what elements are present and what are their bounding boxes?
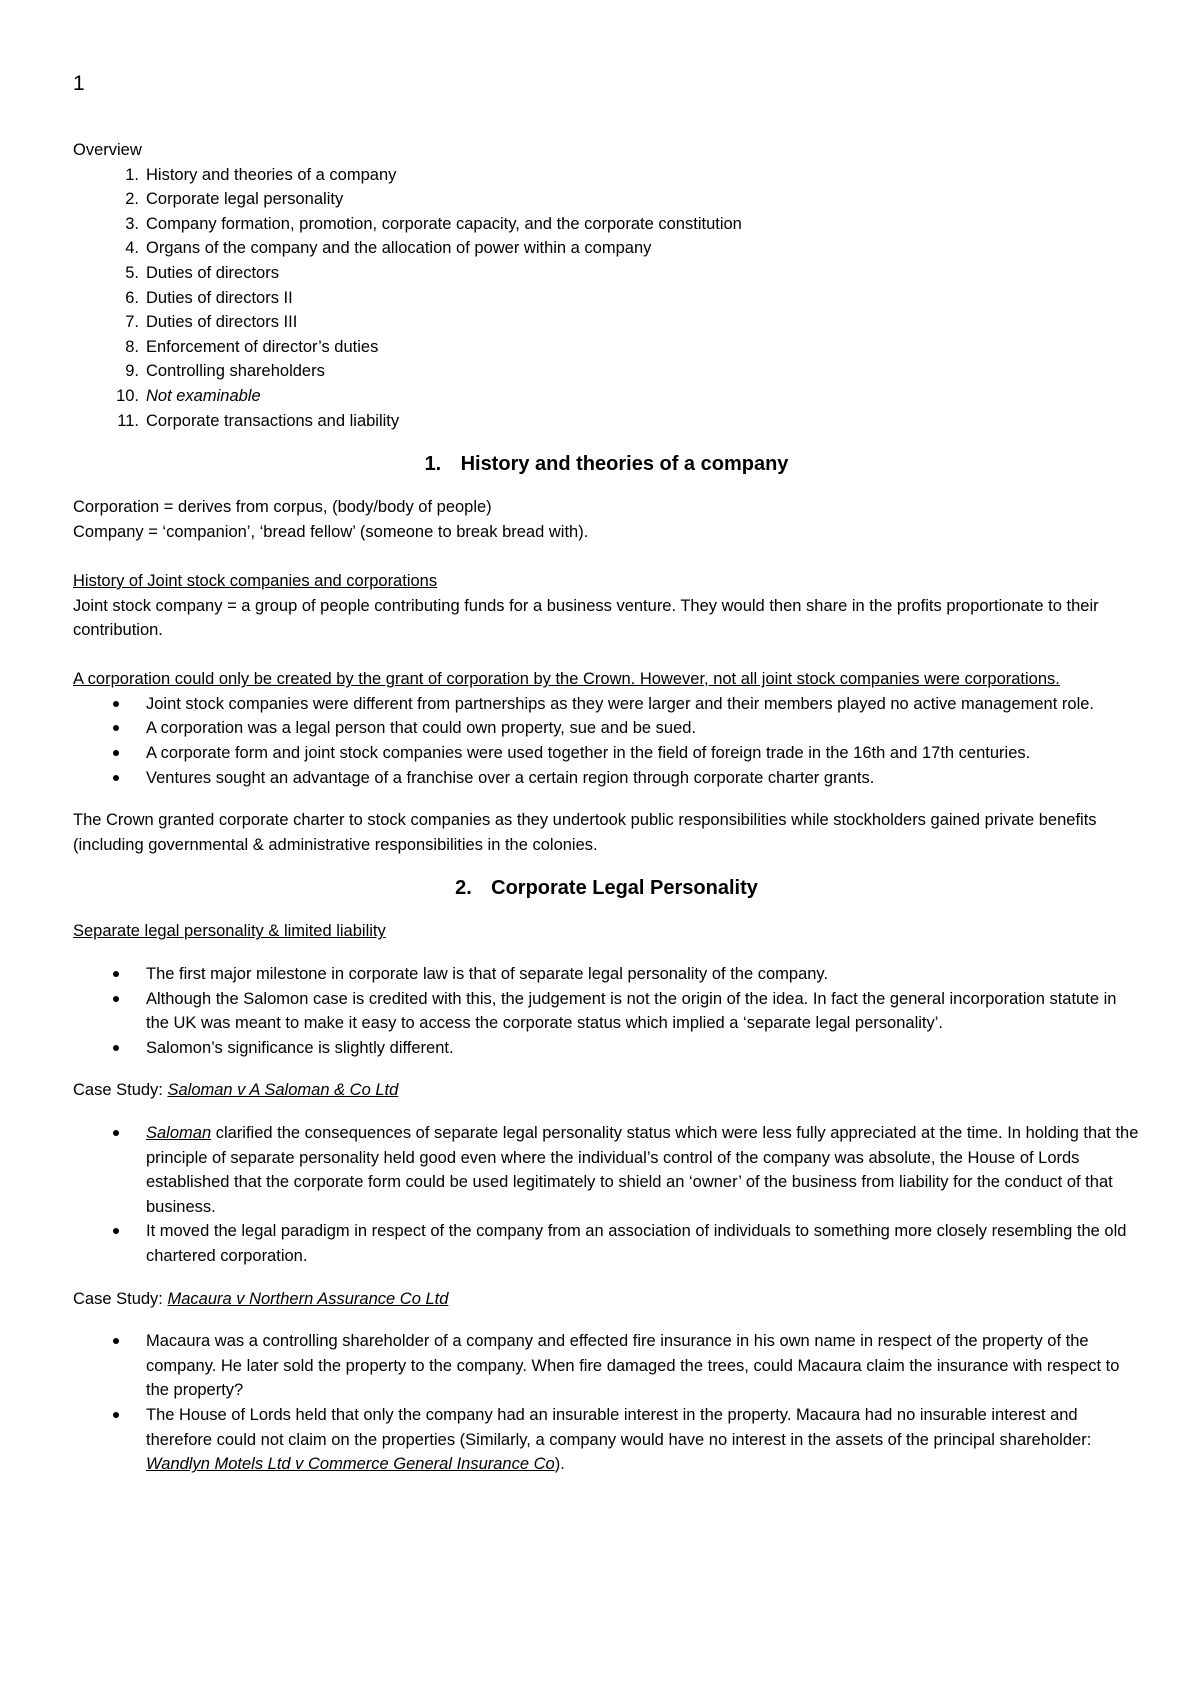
case-study-macaura bbox=[73, 1287, 1140, 1312]
case-name: Macaura v Northern Assurance Co Ltd bbox=[167, 1289, 449, 1308]
overview-item-7 bbox=[73, 310, 1140, 335]
section-number: 1. bbox=[424, 453, 442, 476]
section-1-bullets bbox=[73, 692, 1140, 790]
case-study-label: Case Study: bbox=[73, 1289, 168, 1308]
overview-item-6 bbox=[73, 286, 1140, 311]
overview-item-8 bbox=[73, 335, 1140, 360]
list-number: 9. bbox=[125, 362, 139, 381]
company-definition: Company = ‘companion’, ‘bread fellow’ (someone to break bread with). bbox=[73, 522, 589, 541]
list-item bbox=[73, 1121, 1140, 1219]
overview-item-11 bbox=[73, 409, 1140, 434]
list-item-text: Duties of directors II bbox=[146, 288, 293, 307]
corporation-definition: Corporation = derives from corpus, (body/body of people) bbox=[73, 498, 492, 517]
list-number: 7. bbox=[125, 313, 139, 332]
list-item-text: Corporate transactions and liability bbox=[146, 411, 400, 430]
section-2-bullets bbox=[73, 962, 1140, 1060]
list-number: 10. bbox=[116, 386, 139, 405]
overview-item-5 bbox=[73, 261, 1140, 286]
overview-list bbox=[73, 163, 1140, 434]
list-item: A corporation was a legal person that could own property, sue and be sued. bbox=[73, 716, 1140, 741]
list-item: Joint stock companies were different from partnerships as they were larger and their members played no active management role. bbox=[73, 692, 1140, 717]
overview-item-10 bbox=[73, 384, 1140, 409]
joint-stock-definition: Joint stock company = a group of people contributing funds for a business venture. They would then share in the profits proportionate to their contribution. bbox=[73, 596, 1099, 640]
list-item-text: Company formation, promotion, corporate capacity, and the corporate constitution bbox=[146, 214, 742, 233]
list-item bbox=[73, 1403, 1140, 1477]
overview-item-1 bbox=[73, 163, 1140, 188]
list-item: Salomon’s significance is slightly different. bbox=[73, 1036, 1140, 1061]
list-item-text: Duties of directors III bbox=[146, 313, 298, 332]
section-1-heading bbox=[73, 451, 1140, 477]
overview-title: Overview bbox=[73, 141, 142, 159]
case-name: Wandlyn Motels Ltd v Commerce General Insurance Co bbox=[146, 1455, 555, 1474]
list-item-text: Corporate legal personality bbox=[146, 190, 344, 209]
page-number: 1 bbox=[73, 72, 85, 95]
list-item-text: Not examinable bbox=[146, 386, 261, 405]
list-item: The first major milestone in corporate law is that of separate legal personality of the company. bbox=[73, 962, 1140, 987]
list-item: Although the Salomon case is credited with this, the judgement is not the origin of the idea. In fact the general incorporation statute in the UK was meant to make it easy to access the corporate status which implied a ‘separate legal personality’. bbox=[73, 987, 1140, 1036]
list-number: 8. bbox=[125, 337, 139, 356]
list-item: Ventures sought an advantage of a franchise over a certain region through corporate charter grants. bbox=[73, 766, 1140, 791]
list-number: 11. bbox=[117, 411, 139, 430]
case-name: Saloman v A Saloman & Co Ltd bbox=[167, 1081, 399, 1100]
list-item-text: Controlling shareholders bbox=[146, 362, 325, 381]
section-number: 2. bbox=[455, 877, 472, 900]
crown-charter-paragraph: The Crown granted corporate charter to stock companies as they undertook public responsibilities while stockholders gained private benefits (including governmental & administrative responsibilities in the colonies. bbox=[73, 811, 1097, 854]
separate-personality-heading: Separate legal personality & limited liability bbox=[73, 922, 386, 941]
list-number: 2. bbox=[125, 190, 139, 209]
list-number: 5. bbox=[125, 263, 139, 282]
list-item: Macaura was a controlling shareholder of a company and effected fire insurance in his own name in respect of the property of the company. He later sold the property to the company. When fire damaged the trees, could Macaura claim the insurance with respect to the property? bbox=[73, 1329, 1140, 1403]
list-item: It moved the legal paradigm in respect of the company from an association of individuals to something more closely resembling the old chartered corporation. bbox=[73, 1219, 1140, 1268]
list-item-text: clarified the consequences of separate legal personality status which were less fully appreciated at the time. In holding that the principle of separate personality held good even where the individual’s control of the company was absolute, the House of Lords established that the corporate form could be used legitimately to shield an ‘owner’ of the business from liability for the conduct of that business. bbox=[146, 1124, 1139, 1216]
crown-grant-statement: A corporation could only be created by the grant of corporation by the Crown. However, not all joint stock companies were corporations. bbox=[73, 670, 1060, 689]
list-item-text: The House of Lords held that only the company had an insurable interest in the property. Macaura had no insurable interest and therefore could not claim on the properties (Similarly, a company would have no interest in the assets of the principal shareholder: bbox=[146, 1405, 1092, 1449]
list-number: 6. bbox=[125, 288, 139, 307]
case-name: Saloman bbox=[146, 1124, 212, 1142]
section-2-heading bbox=[73, 875, 1140, 901]
macaura-bullets bbox=[73, 1329, 1140, 1477]
list-item-text: Duties of directors bbox=[146, 263, 279, 282]
section-title: Corporate Legal Personality bbox=[491, 877, 758, 900]
overview-item-4 bbox=[73, 236, 1140, 261]
list-item-text: History and theories of a company bbox=[146, 165, 397, 184]
list-number: 3. bbox=[125, 214, 139, 233]
section-title: History and theories of a company bbox=[460, 453, 789, 476]
overview-item-9 bbox=[73, 359, 1140, 384]
joint-stock-heading: History of Joint stock companies and corporations bbox=[73, 571, 438, 590]
overview-item-2 bbox=[73, 187, 1140, 212]
case-study-label: Case Study: bbox=[73, 1081, 168, 1100]
list-item-text: Organs of the company and the allocation of power within a company bbox=[146, 239, 652, 258]
overview-item-3 bbox=[73, 212, 1140, 237]
saloman-bullets bbox=[73, 1121, 1140, 1269]
case-study-saloman bbox=[73, 1078, 1140, 1103]
list-item-text: ). bbox=[554, 1455, 565, 1474]
list-number: 4. bbox=[125, 239, 139, 258]
list-item: A corporate form and joint stock companies were used together in the field of foreign trade in the 16th and 17th centuries. bbox=[73, 741, 1140, 766]
list-item-text: Enforcement of director’s duties bbox=[146, 337, 379, 356]
list-number: 1. bbox=[125, 165, 139, 184]
